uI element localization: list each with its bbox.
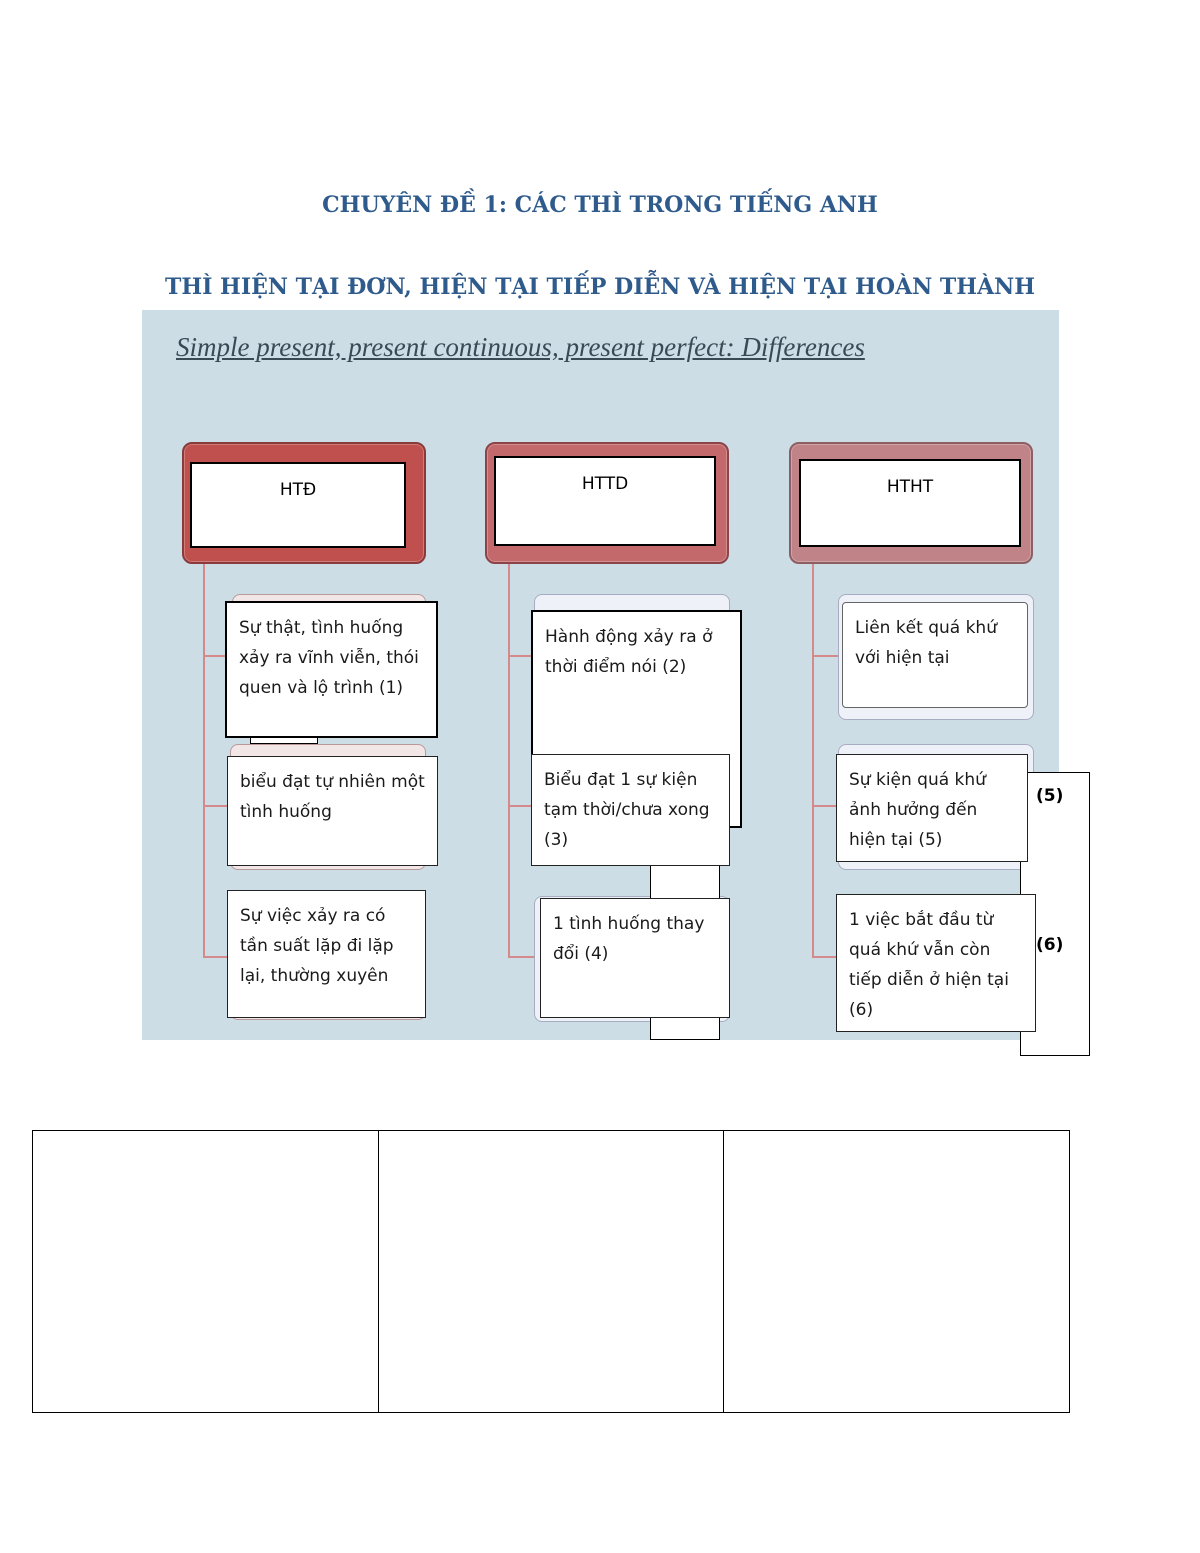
table-cell [33,1131,379,1412]
side-label-6: (6) [1036,935,1064,955]
connector-branch [812,956,838,958]
htht-item-1: Liên kết quá khứ với hiện tại [842,602,1028,708]
httd-item-3: 1 tình huống thay đổi (4) [540,898,730,1018]
httd-item-1: Hành động xảy ra ở thời điểm nói (2) [531,610,742,828]
blank-table [32,1130,1070,1413]
header-frame-httd [485,442,729,564]
diagram-title: Simple present, present continuous, present perfect: Differences [176,332,865,362]
header-box [799,459,1021,547]
htht-item-2: Sự kiện quá khứ ảnh hưởng đến hiện tại (5) [836,754,1028,862]
connector-branch [812,805,838,807]
connector-branch [812,655,838,657]
connector-branch [203,805,229,807]
document-title: CHUYÊN ĐỀ 1: CÁC THÌ TRONG TIẾNG ANH [322,192,878,218]
htht-item-3: 1 việc bắt đầu từ quá khứ vẫn còn tiếp diễn ở hiện tại (6) [836,894,1036,1032]
header-label-httd: HTTD [581,474,629,494]
table-cell [724,1131,1069,1412]
connector-branch [508,956,534,958]
side-label-5: (5) [1036,786,1064,806]
tense-comparison-diagram [142,310,1064,1040]
connector-line-htht [812,560,814,958]
htd-item-3: Sự việc xảy ra có tần suất lặp đi lặp lại, thường xuyên [227,890,426,1018]
table-cell [379,1131,725,1412]
connector-line-htd [203,560,205,958]
header-box [190,462,406,548]
document-subtitle: THÌ HIỆN TẠI ĐƠN, HIỆN TẠI TIẾP DIỄN VÀ HIỆN TẠI HOÀN THÀNH [164,274,1036,300]
header-frame-htht [789,442,1033,564]
httd-item-2: Biểu đạt 1 sự kiện tạm thời/chưa xong (3) [531,754,730,866]
header-box [494,456,716,546]
connector-line-httd [508,560,510,958]
connector-branch [203,956,229,958]
header-label-htd: HTĐ [279,480,317,500]
htd-item-2: biểu đạt tự nhiên một tình huống [227,756,438,866]
header-label-htht: HTHT [886,477,934,497]
htd-item-1: Sự thật, tình huống xảy ra vĩnh viễn, thói quen và lộ trình (1) [225,601,438,738]
header-frame-htd [182,442,426,564]
